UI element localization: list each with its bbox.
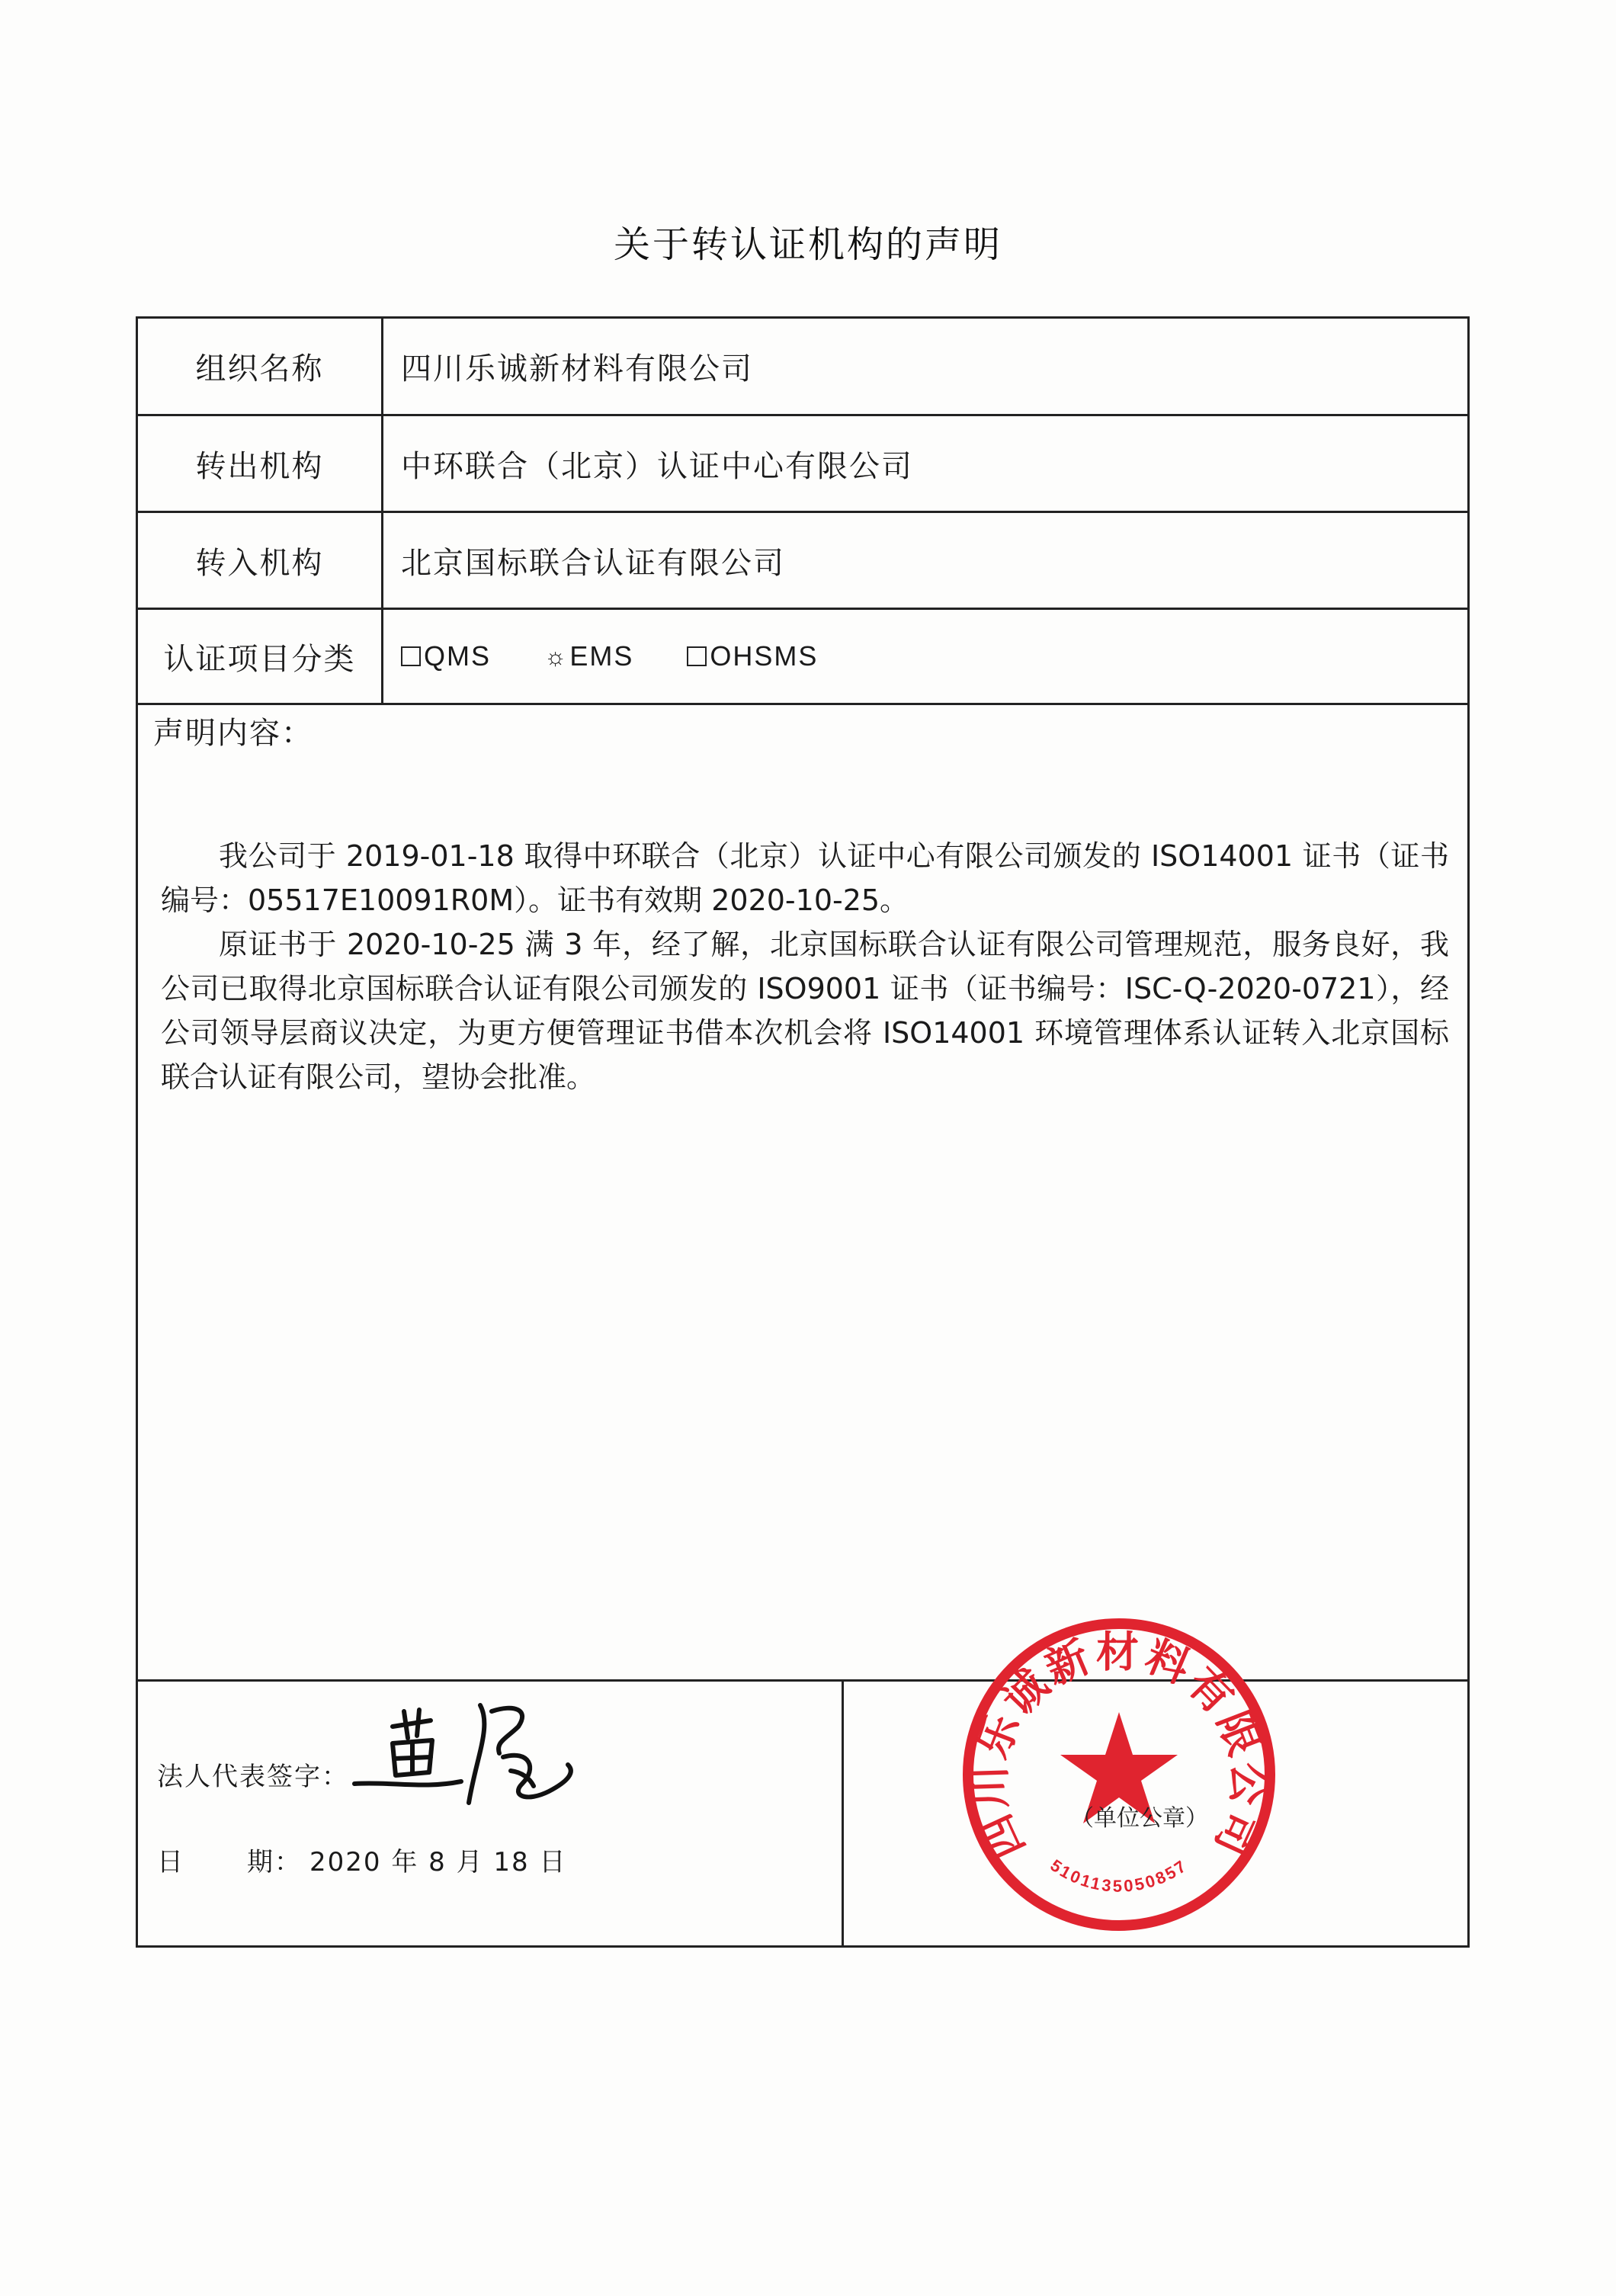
out-value: 中环联合（北京）认证中心有限公司 — [401, 448, 913, 484]
option-qms-label: QMS — [424, 640, 492, 672]
document-title: 关于转认证机构的声明 — [613, 223, 1002, 266]
org-label: 组织名称 — [138, 319, 383, 414]
row-transfer-in — [138, 513, 1467, 610]
category-options — [401, 610, 1467, 703]
company-seal — [959, 1615, 1279, 1935]
in-label: 转入机构 — [138, 513, 383, 608]
category-label: 认证项目分类 — [138, 610, 383, 703]
checkbox-icon[interactable] — [401, 646, 421, 666]
date-row — [157, 1841, 566, 1878]
row-organization — [138, 319, 1467, 416]
option-ems[interactable] — [544, 640, 633, 672]
checkbox-icon[interactable] — [687, 646, 707, 666]
option-ohsms[interactable] — [687, 640, 818, 672]
date-label-1: 日 — [157, 1847, 184, 1878]
checked-mark-icon[interactable]: ☼ — [544, 642, 569, 670]
statement-body — [161, 834, 1449, 1099]
option-qms[interactable] — [401, 640, 491, 672]
org-value: 四川乐诚新材料有限公司 — [401, 351, 753, 386]
signature-label: 法人代表签字： — [157, 1762, 349, 1792]
svg-text:5101135050857 — [1047, 1855, 1191, 1896]
option-ohsms-label: OHSMS — [710, 640, 819, 672]
statement-label: 声明内容： — [153, 716, 313, 751]
row-category — [138, 610, 1467, 705]
date-value: 2020 年 8 月 18 日 — [309, 1847, 567, 1878]
signature-column-divider — [842, 1679, 844, 1945]
statement-paragraph-2: 原证书于 2020-10-25 满 3 年，经了解，北京国标联合认证有限公司管理规范，服务良好，我公司已取得北京国标联合认证有限公司颁发的 ISO9001 证书（证书编号：ISC-Q-2020-0721），经公司领导层商议决定，为更方便管理证书借本次机会将 ISO14001 环境管理体系认证转入北京国标联合认证有限公司，望协会批准。 — [161, 928, 1449, 1094]
date-label-2: 期： — [247, 1847, 302, 1878]
statement-paragraph-1: 我公司于 2019-01-18 取得中环联合（北京）认证中心有限公司颁发的 ISO14001 证书（证书编号：05517E10091R0M）。证书有效期 2020-10-25。 — [161, 839, 1449, 917]
seal-note: （单位公章） — [1071, 1805, 1208, 1832]
row-transfer-out — [138, 416, 1467, 513]
in-value: 北京国标联合认证有限公司 — [401, 545, 785, 581]
handwritten-signature — [347, 1696, 598, 1818]
option-ems-label: EMS — [569, 640, 634, 672]
seal-number: 5101135050857 — [1047, 1855, 1191, 1896]
out-label: 转出机构 — [138, 416, 383, 511]
seal-ring-text: 四川乐诚新材料有限公司 — [965, 1627, 1273, 1867]
